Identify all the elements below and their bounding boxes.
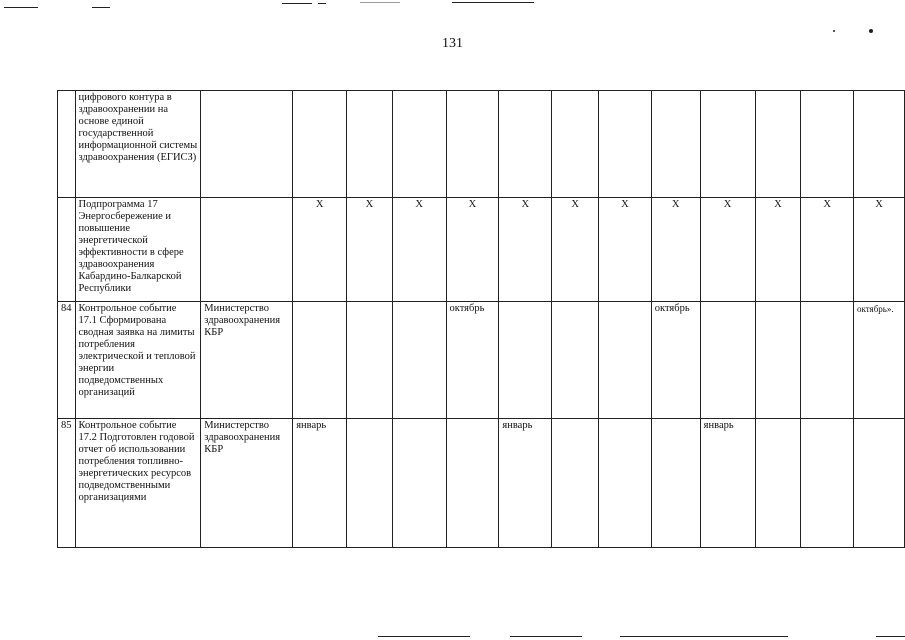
row-number: 85 — [58, 419, 76, 548]
row-number: 84 — [58, 302, 76, 419]
event-cell: Контрольное событие 17.2 Подготовлен годовой отчет об использовании потребления топливно-энергетических ресурсов подведомственными организациями — [75, 419, 201, 548]
scan-artifact-dot — [869, 29, 873, 33]
period-cell: январь — [499, 419, 552, 548]
scan-artifact-line — [378, 636, 470, 637]
period-cell — [552, 419, 599, 548]
x-mark: X — [446, 198, 499, 302]
period-cell — [853, 419, 904, 548]
period-cell: октябрь». — [853, 302, 904, 419]
period-cell — [755, 91, 801, 198]
responsible-cell: Министерство здравоохранения КБР — [201, 302, 293, 419]
scan-artifact-line — [4, 7, 38, 8]
x-mark: X — [755, 198, 801, 302]
period-cell — [347, 302, 393, 419]
period-cell: январь — [700, 419, 755, 548]
period-cell — [853, 91, 904, 198]
period-cell — [392, 302, 446, 419]
period-cell — [552, 302, 599, 419]
period-cell — [651, 419, 700, 548]
responsible-cell — [201, 198, 293, 302]
period-cell — [446, 419, 499, 548]
scan-artifact-line — [620, 636, 788, 637]
period-cell — [801, 419, 854, 548]
row-number — [58, 91, 76, 198]
x-mark: X — [599, 198, 652, 302]
period-cell: октябрь — [651, 302, 700, 419]
period-cell — [552, 91, 599, 198]
period-cell — [293, 302, 347, 419]
period-cell — [801, 302, 854, 419]
period-cell — [347, 419, 393, 548]
period-cell — [651, 91, 700, 198]
period-cell — [347, 91, 393, 198]
period-cell — [293, 91, 347, 198]
period-cell — [755, 302, 801, 419]
period-cell — [392, 91, 446, 198]
x-mark: X — [499, 198, 552, 302]
scan-artifact-dot — [833, 30, 835, 32]
responsible-cell — [201, 91, 293, 198]
period-cell — [499, 91, 552, 198]
period-cell: январь — [293, 419, 347, 548]
period-cell — [755, 419, 801, 548]
event-cell: Подпрограмма 17 Энергосбережение и повышение энергетической эффективности в сфере здравоохранения Кабардино-Балкарской Республики — [75, 198, 201, 302]
x-mark: X — [700, 198, 755, 302]
scan-artifact-line — [360, 2, 400, 3]
period-cell — [392, 419, 446, 548]
period-cell: октябрь — [446, 302, 499, 419]
x-mark: X — [853, 198, 904, 302]
period-cell — [700, 91, 755, 198]
period-cell — [599, 302, 652, 419]
x-mark: X — [651, 198, 700, 302]
page-number: 131 — [442, 36, 463, 51]
schedule-table — [57, 90, 905, 548]
event-cell: Контрольное событие 17.1 Сформирована сводная заявка на лимиты потребления электрической и тепловой энергии подведомственных организаций — [75, 302, 201, 419]
scan-artifact-line — [452, 2, 534, 3]
table-row — [58, 91, 905, 198]
period-cell — [599, 419, 652, 548]
scan-artifact-line — [92, 7, 110, 8]
event-cell: цифрового контура в здравоохранении на основе единой государственной информационной системы здравоохранения (ЕГИСЗ) — [75, 91, 201, 198]
scan-artifact-line — [876, 636, 905, 637]
x-mark: X — [347, 198, 393, 302]
x-mark: X — [801, 198, 854, 302]
responsible-cell: Министерство здравоохранения КБР — [201, 419, 293, 548]
x-mark: X — [552, 198, 599, 302]
row-number — [58, 198, 76, 302]
period-cell — [700, 302, 755, 419]
table-row — [58, 302, 905, 419]
period-cell — [599, 91, 652, 198]
scan-artifact-line — [282, 3, 312, 4]
period-cell — [801, 91, 854, 198]
table-row — [58, 419, 905, 548]
period-cell — [446, 91, 499, 198]
period-cell — [499, 302, 552, 419]
x-mark: X — [293, 198, 347, 302]
scan-artifact-line — [510, 636, 582, 637]
scan-artifact-line — [318, 3, 326, 4]
table-row — [58, 198, 905, 302]
x-mark: X — [392, 198, 446, 302]
